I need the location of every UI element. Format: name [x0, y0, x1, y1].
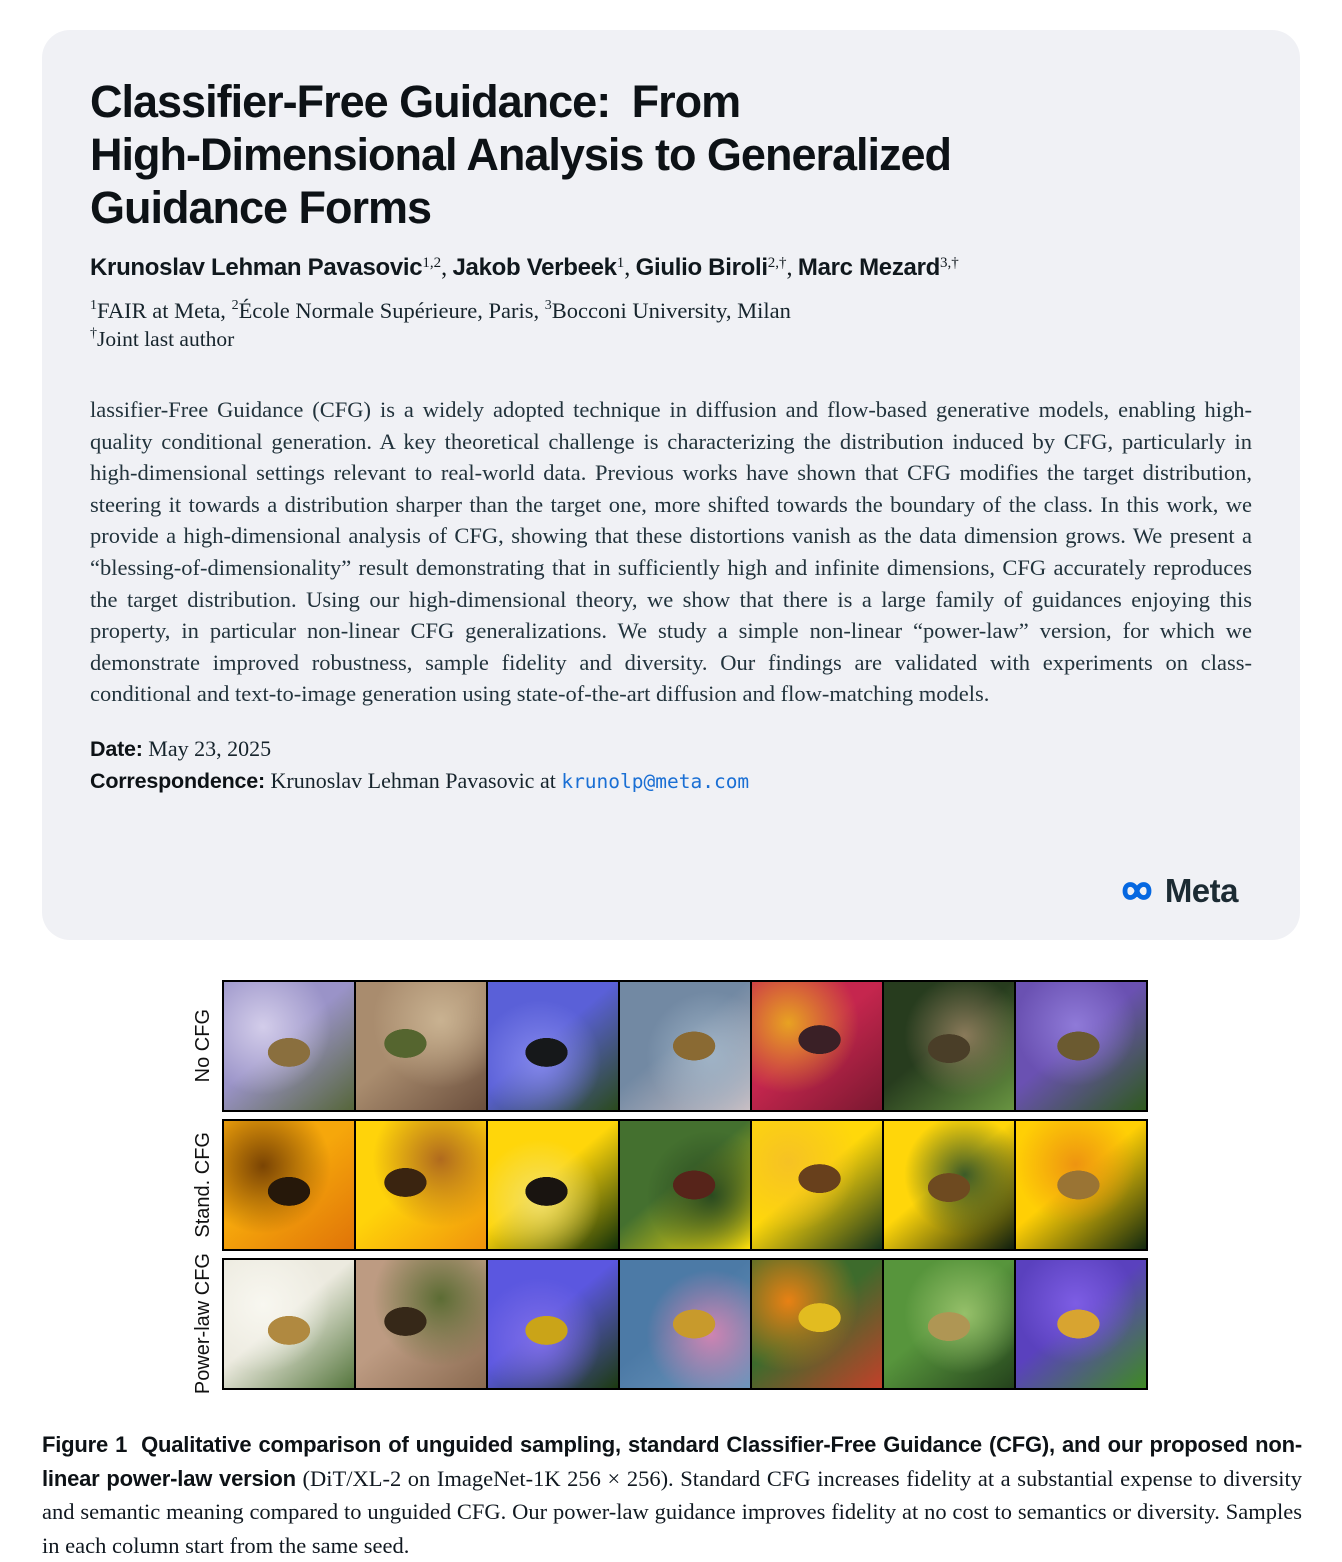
sample-image-bumblebee-on-yellow-flower: [488, 1121, 618, 1249]
affiliation-text: École Normale Supérieure, Paris,: [238, 298, 545, 323]
affiliation-text: FAIR at Meta,: [97, 298, 232, 323]
caption-bold-text: Qualitative comparison of unguided sampling, standard Classifier-Free Guidance (CFG), and our proposed non-linear power-law version: [42, 1432, 1302, 1491]
caption-rest-text: (DiT/XL-2 on ImageNet-1K 256 × 256). Standard CFG increases fidelity at a substantial expense to diversity and semantic meaning compared to unguided CFG. Our power-law guidance improves fidelity at no cost to semantics or diversity. Samples in each column start from the same seed.: [42, 1465, 1302, 1558]
sample-image-bee-on-green-leaf-buds: [884, 1260, 1014, 1388]
date-value: May 23, 2025: [148, 735, 272, 761]
sample-image-bee-on-lavender-blur: [224, 982, 354, 1110]
sample-image-bee-on-blue-flower: [488, 982, 618, 1110]
dagger-symbol: †: [90, 326, 97, 341]
author-separator: ,: [624, 255, 636, 281]
author-separator: ,: [441, 255, 453, 281]
affiliation-text: Bocconi University, Milan: [551, 298, 791, 323]
email-link[interactable]: krunolp@meta.com: [561, 769, 750, 793]
meta-infinity-icon: [1113, 875, 1161, 907]
figure-row-power-law-cfg: [185, 1253, 1148, 1395]
caption-label: Figure 1: [42, 1432, 128, 1457]
author: Jakob Verbeek: [452, 254, 617, 281]
image-strip: [222, 1119, 1148, 1251]
figure-row-no-cfg: [185, 980, 1148, 1112]
sample-image-bumblebee-on-purple-flowers: [1016, 1260, 1146, 1388]
author: Krunoslav Lehman Pavasovic: [90, 254, 423, 281]
sample-image-bee-on-yellow-flower-green-blur: [620, 1121, 750, 1249]
title-line-2: High-Dimensional Analysis to Generalized: [90, 129, 952, 180]
row-label: [185, 980, 222, 1112]
sample-image-honeybee-on-yellow-flower-dark: [752, 1121, 882, 1249]
correspondence-label: Correspondence:: [90, 768, 266, 793]
date-line: [90, 736, 1252, 762]
affiliation-superscript: 1: [90, 298, 97, 313]
image-strip: [222, 980, 1148, 1112]
author-separator: ,: [786, 255, 798, 281]
affiliation-superscript: 3: [544, 298, 552, 313]
author-superscript: 1,2: [422, 255, 442, 271]
sample-image-honeybee-on-white-flowers: [224, 1260, 354, 1388]
row-label-text: No CFG: [192, 1009, 214, 1083]
sample-image-bee-flying-pale-flower-sky: [620, 982, 750, 1110]
title-line-1: Classifier-Free Guidance: From: [90, 76, 741, 127]
image-strip: [222, 1258, 1148, 1390]
author-superscript: 3,†: [939, 255, 959, 271]
title-line-3: Guidance Forms: [90, 182, 432, 233]
sample-image-honeybee-on-yellow-orange-flower: [356, 1121, 486, 1249]
date-label: Date:: [90, 736, 143, 761]
figure-row-stand-cfg: [185, 1119, 1148, 1251]
row-label-text: Stand. CFG: [192, 1132, 214, 1238]
meta-wordmark: Meta: [1164, 872, 1238, 909]
affiliation-superscript: 2: [231, 298, 239, 313]
row-label-text: Power-law CFG: [192, 1253, 214, 1395]
joint-last-author-note: [90, 326, 1252, 352]
paper-title: [90, 75, 1252, 234]
author-superscript: 2,†: [767, 255, 787, 271]
sample-image-bee-on-red-flowers: [752, 982, 882, 1110]
row-label: [185, 1253, 222, 1395]
row-label: [185, 1119, 222, 1251]
sample-image-dried-brown-plants: [356, 982, 486, 1110]
correspondence-text: Krunoslav Lehman Pavasovic at: [270, 767, 562, 793]
sample-image-bee-flying-pink-flowers-sky: [620, 1260, 750, 1388]
sample-image-bee-on-purple-flowers: [1016, 982, 1146, 1110]
author-line: [90, 254, 1252, 282]
affiliations-line: [90, 298, 1252, 324]
sample-image-bee-on-plant-tan-background: [356, 1260, 486, 1388]
sample-image-bee-on-yellow-flower-dark-bg: [884, 1121, 1014, 1249]
sample-image-bee-on-blue-purple-flower: [488, 1260, 618, 1388]
sample-image-bumblebee-on-orange-sunflower: [224, 1121, 354, 1249]
sample-image-striped-bee-on-red-orange-flower: [752, 1260, 882, 1388]
correspondence-line: [90, 768, 1252, 794]
author-superscript: 1: [616, 255, 625, 271]
abstract-text: lassifier-Free Guidance (CFG) is a widely adopted technique in diffusion and flow-based generative models, enabling high-quality conditional generation. A key theoretical challenge is characterizing the distribution induced by CFG, particularly in high-dimensional settings relevant to real-world data. Previous works have shown that CFG modifies the target distribution, steering it towards a distribution sharper than the target one, more shifted towards the boundary of the class. In this work, we provide a high-dimensional analysis of CFG, showing that these distortions vanish as the data dimension grows. We present a “blessing-of-dimensionality” result demonstrating that in sufficiently high and infinite dimensions, CFG accurately reproduces the target distribution. Using our high-dimensional theory, we show that there is a large family of guidances enjoying this property, in particular non-linear CFG generalizations. We study a simple non-linear “power-law” version, for which we demonstrate improved robustness, sample fidelity and diversity. Our findings are validated with experiments on class-conditional and text-to-image generation using state-of-the-art diffusion and flow-matching models.: [90, 397, 1252, 707]
joint-note-text: Joint last author: [97, 327, 235, 351]
sample-image-bee-on-yellow-sunflower: [1016, 1121, 1146, 1249]
header-card: [42, 30, 1300, 940]
meta-logo: [1113, 872, 1238, 910]
author: Giulio Biroli: [635, 254, 768, 281]
figure-caption: [42, 1428, 1302, 1562]
author: Marc Mezard: [797, 254, 940, 281]
sample-image-insect-on-green-leaf: [884, 982, 1014, 1110]
